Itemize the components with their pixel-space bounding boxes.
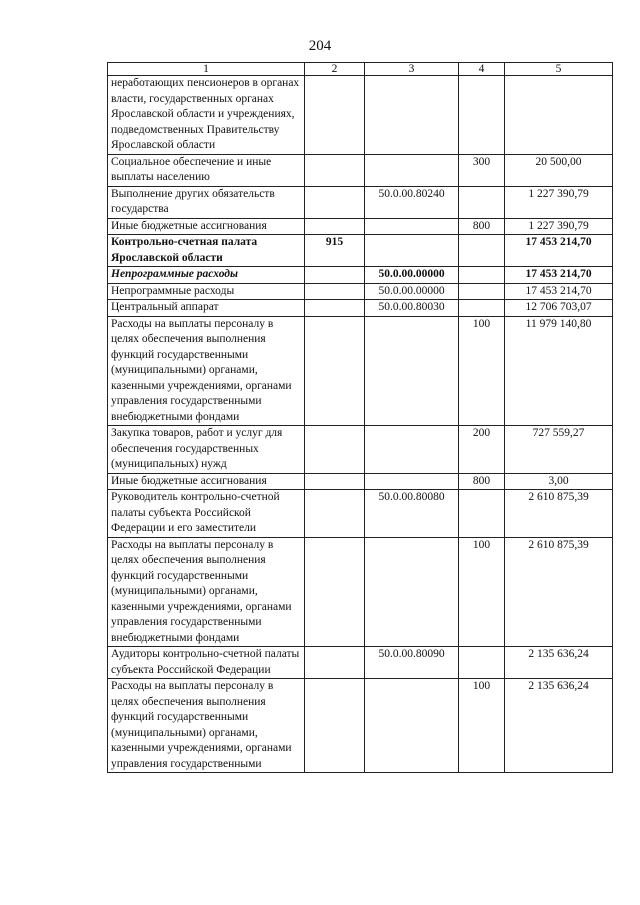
table-row	[108, 235, 613, 267]
row-target-cell	[365, 426, 459, 474]
row-code-cell	[305, 154, 365, 186]
row-target-cell: 50.0.00.80240	[365, 186, 459, 218]
row-subtype-cell	[459, 300, 505, 317]
table-row	[108, 218, 613, 235]
row-code-cell	[305, 647, 365, 679]
table-row	[108, 267, 613, 284]
row-subtype-cell: 100	[459, 316, 505, 426]
row-code-cell	[305, 426, 365, 474]
table-row	[108, 154, 613, 186]
row-code-cell	[305, 537, 365, 647]
header-col-4: 4	[459, 63, 505, 76]
row-name-cell: Непрограммные расходы	[108, 283, 305, 300]
row-target-cell	[365, 316, 459, 426]
row-subtype-cell: 200	[459, 426, 505, 474]
row-name-cell: Иные бюджетные ассигнования	[108, 218, 305, 235]
row-subtype-cell	[459, 267, 505, 284]
row-target-cell: 50.0.00.80030	[365, 300, 459, 317]
table-row	[108, 76, 613, 155]
row-subtype-cell	[459, 490, 505, 538]
row-target-cell	[365, 235, 459, 267]
row-target-cell	[365, 218, 459, 235]
row-code-cell	[305, 679, 365, 773]
budget-table	[107, 62, 613, 773]
row-subtype-cell: 100	[459, 679, 505, 773]
row-amount-cell: 2 135 636,24	[505, 647, 613, 679]
row-subtype-cell	[459, 283, 505, 300]
header-row	[108, 63, 613, 76]
row-name-cell: Контрольно-счетная палата Ярославской области	[108, 235, 305, 267]
row-code-cell	[305, 490, 365, 538]
row-amount-cell: 2 610 875,39	[505, 490, 613, 538]
row-amount-cell: 17 453 214,70	[505, 283, 613, 300]
table-row	[108, 679, 613, 773]
row-amount-cell: 17 453 214,70	[505, 267, 613, 284]
table-body	[108, 76, 613, 773]
table-row	[108, 283, 613, 300]
row-name-cell: Расходы на выплаты персоналу в целях обеспечения выполнения функций государственными (муниципальными) органами, казенными учреждениями, органами управления государственными	[108, 679, 305, 773]
row-amount-cell: 1 227 390,79	[505, 186, 613, 218]
row-name-cell: Расходы на выплаты персоналу в целях обеспечения выполнения функций государственными (муниципальными) органами, казенными учреждениями, органами управления государственными внебюджетными фондами	[108, 316, 305, 426]
page-number: 204	[308, 38, 332, 54]
row-amount-cell	[505, 76, 613, 155]
row-subtype-cell: 100	[459, 537, 505, 647]
row-code-cell	[305, 316, 365, 426]
row-target-cell: 50.0.00.00000	[365, 283, 459, 300]
row-target-cell: 50.0.00.80090	[365, 647, 459, 679]
row-code-cell	[305, 76, 365, 155]
row-name-cell: Социальное обеспечение и иные выплаты населению	[108, 154, 305, 186]
table-row	[108, 300, 613, 317]
row-amount-cell: 2 610 875,39	[505, 537, 613, 647]
row-subtype-cell	[459, 647, 505, 679]
header-col-1: 1	[108, 63, 305, 76]
header-col-3: 3	[365, 63, 459, 76]
row-name-cell: Расходы на выплаты персоналу в целях обеспечения выполнения функций государственными (муниципальными) органами, казенными учреждениями, органами управления государственными внебюджетными фондами	[108, 537, 305, 647]
row-name-cell: неработающих пенсионеров в органах власти, государственных органах Ярославской области и учреждениях, подведомственных Правительству Ярославской области	[108, 76, 305, 155]
table-row	[108, 473, 613, 490]
row-subtype-cell	[459, 235, 505, 267]
row-subtype-cell: 800	[459, 473, 505, 490]
row-subtype-cell: 300	[459, 154, 505, 186]
row-name-cell: Иные бюджетные ассигнования	[108, 473, 305, 490]
row-amount-cell: 727 559,27	[505, 426, 613, 474]
row-name-cell: Аудиторы контрольно-счетной палаты субъекта Российской Федерации	[108, 647, 305, 679]
row-code-cell	[305, 218, 365, 235]
row-code-cell	[305, 473, 365, 490]
header-col-5: 5	[505, 63, 613, 76]
table-row	[108, 186, 613, 218]
row-name-cell: Центральный аппарат	[108, 300, 305, 317]
table-row	[108, 490, 613, 538]
row-amount-cell: 2 135 636,24	[505, 679, 613, 773]
row-target-cell: 50.0.00.80080	[365, 490, 459, 538]
row-code-cell	[305, 186, 365, 218]
row-name-cell: Непрограммные расходы	[108, 267, 305, 284]
row-target-cell	[365, 679, 459, 773]
row-amount-cell: 20 500,00	[505, 154, 613, 186]
table-row	[108, 537, 613, 647]
row-amount-cell: 3,00	[505, 473, 613, 490]
row-subtype-cell	[459, 186, 505, 218]
row-name-cell: Закупка товаров, работ и услуг для обеспечения государственных (муниципальных) нужд	[108, 426, 305, 474]
row-amount-cell: 17 453 214,70	[505, 235, 613, 267]
row-subtype-cell: 800	[459, 218, 505, 235]
row-code-cell: 915	[305, 235, 365, 267]
header-col-2: 2	[305, 63, 365, 76]
row-code-cell	[305, 283, 365, 300]
table-row	[108, 647, 613, 679]
row-target-cell	[365, 76, 459, 155]
table-row	[108, 316, 613, 426]
row-target-cell	[365, 154, 459, 186]
table-row	[108, 426, 613, 474]
row-amount-cell: 12 706 703,07	[505, 300, 613, 317]
row-code-cell	[305, 267, 365, 284]
row-name-cell: Руководитель контрольно-счетной палаты субъекта Российской Федерации и его заместители	[108, 490, 305, 538]
row-amount-cell: 11 979 140,80	[505, 316, 613, 426]
row-code-cell	[305, 300, 365, 317]
row-subtype-cell	[459, 76, 505, 155]
table-header	[108, 63, 613, 76]
row-target-cell	[365, 537, 459, 647]
row-target-cell: 50.0.00.00000	[365, 267, 459, 284]
row-name-cell: Выполнение других обязательств государства	[108, 186, 305, 218]
row-target-cell	[365, 473, 459, 490]
row-amount-cell: 1 227 390,79	[505, 218, 613, 235]
